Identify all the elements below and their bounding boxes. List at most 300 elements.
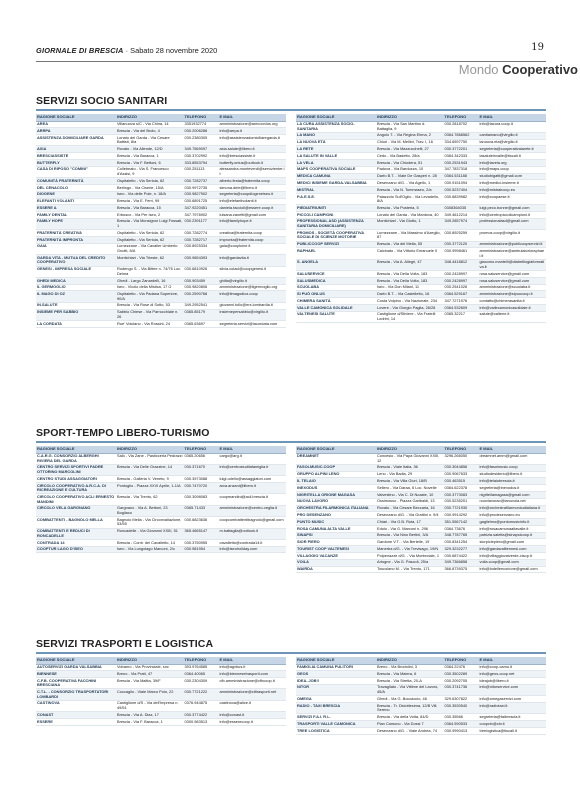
company-phone: 349.7569097 xyxy=(184,146,219,153)
company-email[interactable]: professionalasd@gmail.com xyxy=(479,218,547,229)
company-phone: 030.3098083 xyxy=(184,494,219,505)
table-row xyxy=(296,121,546,132)
company-email[interactable]: giovanni.tollo@ers.lombardia.it xyxy=(219,302,287,309)
directory-table-left xyxy=(36,446,286,553)
table-header-row xyxy=(36,446,286,453)
company-email[interactable]: coopcombattentibagnolo@gmail.com xyxy=(219,517,287,528)
company-phone: 0300.983513 xyxy=(184,718,219,725)
company-email[interactable]: info@ilmagodioz.coop xyxy=(219,291,287,302)
company-email[interactable]: info@villaggiovalverde-cisop.it xyxy=(479,553,547,560)
company-email[interactable]: info@telaiobrescia.it xyxy=(479,478,547,485)
company-phone: 030.3773083 xyxy=(444,492,479,499)
company-name: CIRCOLO VELA GARGNANO xyxy=(36,505,116,516)
table-row xyxy=(36,146,286,153)
company-email[interactable]: luigi.odello@assaggiatori.com xyxy=(219,476,287,483)
company-phone: 030.903459 xyxy=(184,277,219,284)
company-email[interactable]: info@gardavita.it xyxy=(219,255,287,266)
company-address: Castiglione d/S - Via dell'Impresa n. 49/51 xyxy=(116,700,184,711)
company-email[interactable]: info@maps.coop xyxy=(479,166,547,173)
company-phone: 030.3774422 xyxy=(184,712,219,719)
company-email[interactable]: rosa.saluservice@gmail.com xyxy=(479,277,547,284)
header-ragione-sociale: RAGIONE SOCIALE xyxy=(296,446,376,453)
company-phone: 334.6597750 xyxy=(444,139,479,146)
company-email[interactable]: rosa.saluservice@gmail.com xyxy=(479,271,547,278)
company-address: Ghedi - Largo Zanardelli, 16 xyxy=(116,277,184,284)
company-address: Brescia - Viale Italia, 36 xyxy=(376,464,444,471)
table-row xyxy=(36,483,286,494)
company-phone: 030.463515 xyxy=(444,478,479,485)
company-email[interactable]: info@orchestrafilarmonicaitaliana.it xyxy=(479,505,547,512)
company-email[interactable]: amministrazione@centro-veglia.it xyxy=(219,505,287,516)
table-row xyxy=(36,160,286,167)
company-name: IDEA..JOB!! xyxy=(296,678,376,685)
company-phone: 030.3530540 xyxy=(444,703,479,714)
table-row xyxy=(36,191,286,198)
company-email[interactable]: info@elefantivolanti.it xyxy=(219,198,287,205)
company-email[interactable]: salute@valtene.it xyxy=(479,311,547,322)
header-email: E MAIL xyxy=(479,657,547,664)
company-email[interactable]: info@arrpa.it xyxy=(219,128,287,135)
company-email[interactable]: info@lacura.coop.it xyxy=(479,121,547,132)
company-address: Pontoglio - Piazza XXVI Aprile, 1-1/A xyxy=(116,483,184,494)
table-row xyxy=(296,212,546,219)
company-email[interactable]: segreteria@coopdiogeneiseo.it xyxy=(219,191,287,198)
table-row xyxy=(36,243,286,254)
company-email[interactable]: promos.coop@virgilio.it xyxy=(479,230,547,241)
header-indirizzo: INDIRIZZO xyxy=(116,114,184,121)
company-phone: 030.2428997 xyxy=(444,277,479,284)
directory-table-right xyxy=(296,657,546,735)
company-name: GAIA xyxy=(36,243,116,254)
company-email[interactable]: giacomo.mantelli@diabetilogiaformativa.it xyxy=(479,259,545,269)
company-phone: 030.3772120 xyxy=(444,241,479,248)
company-phone: 0364.342333 xyxy=(444,153,479,160)
company-email[interactable]: cargo@arg.it xyxy=(219,453,287,464)
company-address: Cedo - Via Badetto, 28/a xyxy=(376,153,444,160)
company-address: Brescia - Via della Volta, 84/D xyxy=(376,714,444,721)
table-row xyxy=(36,528,286,539)
table-row xyxy=(296,218,546,229)
table-row xyxy=(296,485,546,492)
company-email[interactable]: info@iseoholiday.com xyxy=(219,546,287,553)
company-name: CIRCOLO COOPERATIVO ACLI ERNESTO MANDINI xyxy=(37,494,115,504)
table-row xyxy=(296,193,546,204)
company-phone: 030.2531943 xyxy=(444,160,479,167)
company-address: Sellero - Via Daraa, 6 Loc. Novelle xyxy=(376,485,444,492)
company-email[interactable]: info@centrostudilafamiglia.it xyxy=(219,464,287,475)
company-address: Brescia - Via Rose di Sotto, 53 xyxy=(116,302,184,309)
table-row xyxy=(296,291,546,298)
company-phone: 030.2391177 xyxy=(184,218,219,229)
company-name: LA CURA ASSISTENZA SOCIO-SANITARIA xyxy=(296,121,376,132)
block-title: SERVIZI TRASPORTI E LOGISTICA xyxy=(36,638,546,654)
company-address: Sabbio Chiese - Via Parrocchiale n. 26 xyxy=(116,309,184,320)
table-row xyxy=(36,218,286,229)
company-address: Brescia - Via del Brolo, 4 xyxy=(116,128,184,135)
company-address: Brescia - Via del Mella, 55 xyxy=(376,241,444,248)
company-email[interactable]: alberto.festa@fraternita.coop xyxy=(219,178,287,185)
company-email[interactable]: treelogistica@tiscali.it xyxy=(479,727,547,734)
header-email: E MAIL xyxy=(479,446,547,453)
company-email[interactable]: info@bresciassiste.it xyxy=(219,153,287,160)
company-email[interactable]: segreteria@cooperativalarete.it xyxy=(479,146,547,153)
company-name: FAMILY HOPE xyxy=(36,218,116,229)
company-phone: 030.2380305 xyxy=(184,135,219,146)
table-row xyxy=(296,271,546,278)
company-phone: 030.2590768 xyxy=(184,291,219,302)
company-phone: 030.2092705 xyxy=(444,678,479,685)
section-title-part-2: Cooperativo xyxy=(502,62,578,77)
table-row xyxy=(296,678,546,685)
company-address: Montichiari - Via Giotto, 1 xyxy=(376,218,444,229)
company-phone: 030.2304309 xyxy=(184,678,219,689)
company-email[interactable]: info@rosacamunaaltavalle.it xyxy=(479,525,547,532)
company-name: SALUSERVICE xyxy=(296,271,376,278)
table-row xyxy=(296,284,546,291)
company-name: MEDICA CAMUNA xyxy=(296,173,376,180)
company-email[interactable]: coopmandini@acli.brescia.it xyxy=(219,494,287,505)
company-phone: 366.8739375 xyxy=(444,566,479,573)
company-address: Iseo - Vicolo della Mistica, 17 G xyxy=(116,284,184,291)
table-row xyxy=(36,166,286,177)
company-email[interactable]: amministrazione@sipuocoop.it xyxy=(479,291,547,298)
company-address: Iseo - Via Don Milani, 11 xyxy=(376,284,444,291)
company-email[interactable]: segreteria@faibrescia.it xyxy=(479,714,547,721)
company-phone: 030.9151094 xyxy=(444,180,479,187)
company-name: CENTRO STUDI ASSAGGIATORI xyxy=(36,476,116,483)
table-header-row xyxy=(36,657,286,664)
company-email[interactable]: cantiamano@virgilio.it xyxy=(479,132,547,139)
company-name: MISTRAL xyxy=(296,187,376,194)
company-phone: 030.981954 xyxy=(184,546,219,553)
company-address: Darfo B.T. - Viale De Gasperi n. 28 xyxy=(376,173,444,180)
company-address: Villanuova s/C - Via China, 14 xyxy=(116,121,184,128)
company-address: Brescia - Via Baracca, 1 xyxy=(116,153,184,160)
company-address: Desenzano d/G. - Via Agello, 1 xyxy=(376,180,444,187)
company-address: Brescia - Galleria V. Veneto, 9 xyxy=(116,476,184,483)
company-name: BRESCIASSISTE xyxy=(36,153,116,160)
company-name: NUOVA LAVORO xyxy=(296,498,376,505)
company-phone: 030.251113 xyxy=(184,166,219,177)
company-email[interactable]: nuovlavorao@lanuvola.net xyxy=(479,498,547,505)
company-name: NITOR xyxy=(296,684,376,695)
table-row xyxy=(296,721,546,728)
company-email[interactable]: amministrazione@arecoonlus.org xyxy=(219,121,287,128)
company-address: Brescia - Via Pusterla, 5 xyxy=(376,205,444,212)
company-phone: 030.2428997 xyxy=(444,271,479,278)
company-address: Calcinato - Via Vittorio Emanuele II xyxy=(376,248,444,259)
company-phone: 030.9998461 xyxy=(444,248,479,259)
company-name: LA MANO xyxy=(296,132,376,139)
company-email[interactable]: m.battaglia@outlook.it xyxy=(219,528,287,539)
company-name: LA NUOVA ETÀ xyxy=(296,139,376,146)
company-phone: 030.3702992 xyxy=(184,153,219,160)
company-phone: 0365.71433 xyxy=(184,505,219,516)
company-address: Toscolano M. - Via Trento, 171 xyxy=(376,566,444,573)
company-email[interactable]: voila.coop@gmail.com xyxy=(479,559,547,566)
company-email[interactable]: dreamnet.amm@gmail.com xyxy=(479,453,547,464)
company-email[interactable]: info@lodelleecorione@gmail.com xyxy=(479,566,547,573)
table-row xyxy=(36,494,286,505)
table-row xyxy=(36,678,286,689)
company-address: Brescia - Via Baracca, 15 xyxy=(116,205,184,212)
company-phone: 030.7282774 xyxy=(184,230,219,237)
company-email[interactable]: amministrazione@ambulatorioraphael.it xyxy=(479,247,545,258)
company-phone: 030.3750955 xyxy=(184,539,219,546)
header-ragione-sociale: RAGIONE SOCIALE xyxy=(36,446,116,453)
table-row xyxy=(296,248,546,259)
company-address: Roe' Volciano - Via Rossini, 24 xyxy=(116,321,184,328)
table-header-row xyxy=(296,446,546,453)
table-row xyxy=(296,478,546,485)
table-row xyxy=(36,237,286,244)
company-name: ELEFANTI VOLANTI xyxy=(36,198,116,205)
company-name: SERVIZI F.A.I. R.L. xyxy=(296,714,376,721)
company-email[interactable]: info@familyhope.it xyxy=(219,218,287,229)
company-name: SIOR PIERO xyxy=(296,539,376,546)
company-email[interactable]: lanuova.eta@virgilio.it xyxy=(479,139,547,146)
company-phone: 0365.63697 xyxy=(184,321,219,328)
company-name: VOILA xyxy=(296,559,376,566)
company-address: Desenzano d/G. - Via Grattini n. 9/4 xyxy=(376,512,444,519)
company-address: Ospitaletto - Via Seriola, 62 xyxy=(116,230,184,237)
company-email[interactable]: axia.salute@libero.it xyxy=(219,146,287,153)
company-phone: 030.3772201 xyxy=(444,146,479,153)
company-name: PUNTO MUSIC xyxy=(296,519,376,526)
company-phone: 329.3232277 xyxy=(444,546,479,553)
company-email[interactable]: info@mistralcoop.eu xyxy=(479,187,547,194)
table-row xyxy=(296,259,546,270)
company-phone: 329.6307822 xyxy=(444,696,479,703)
table-row xyxy=(36,135,286,146)
company-email[interactable]: amministrazione@ilgermoglio.org xyxy=(219,284,287,291)
company-email[interactable]: creativa@fraternita.coop xyxy=(219,230,287,237)
table-row xyxy=(36,198,286,205)
table-row xyxy=(296,553,546,560)
company-address: Brescia - Via Maiera, 6 xyxy=(376,671,444,678)
company-email[interactable]: nigritellamagasa@gmail.com xyxy=(479,492,547,499)
company-email[interactable]: info@coopaese.it xyxy=(479,193,547,204)
company-email[interactable]: amministrazione@ctltrasporti.net xyxy=(219,689,287,700)
company-address: Berlingo - Via Ciserle, 15/A xyxy=(116,184,184,191)
company-name: CIRCOLO COOPERATIVO A.R.C.A. DI RICREAZIONE E CULTURA xyxy=(36,483,116,494)
header-ragione-sociale: RAGIONE SOCIALE xyxy=(36,657,116,664)
company-email[interactable]: butterfly.onlus@outlook.it xyxy=(219,160,287,167)
company-name: TOURIST COOP VALTENESI xyxy=(296,546,376,553)
table-row xyxy=(36,689,286,700)
company-email[interactable]: info@gardavalltennesi.com xyxy=(479,546,547,553)
company-email[interactable]: luigi.peco.bonne@gmail.com xyxy=(479,205,547,212)
company-name: PROFESSIONAL ASD (ASSISTENZA SANITARIA DOMICILIARE) xyxy=(296,218,376,229)
company-phone: 030.3502289 xyxy=(444,671,479,678)
company-phone: 0308364035 xyxy=(444,205,479,212)
table-row xyxy=(296,132,546,139)
company-email[interactable]: gaia@coopluine.it xyxy=(219,243,287,254)
company-name: INEXODUS xyxy=(296,485,376,492)
company-name: C.A.R.G. CONSORZIO ALBERGHI RIVIERA DEL GARDA xyxy=(36,453,116,464)
company-name: GENESI - IMPRESA SOCIALE xyxy=(36,266,116,277)
company-email[interactable]: amministrazione@scuolaba.it xyxy=(479,284,547,291)
company-email[interactable]: info@vallecamonicasolidale.it xyxy=(479,305,547,312)
company-address: Lovere - Via Giorgio Paglia, 26/28 xyxy=(376,305,444,312)
table-row xyxy=(36,121,286,128)
company-email[interactable]: ideajob@libero.it xyxy=(479,678,547,685)
table-row xyxy=(36,517,286,528)
company-email[interactable]: daniela.faccioli@essere.coop.it xyxy=(219,205,287,212)
company-address: Brescia - Via Della Volta, 183 xyxy=(376,277,444,284)
company-email[interactable]: info@nitorservice.com xyxy=(479,684,547,695)
company-email[interactable]: contatto@chimerasanita.it xyxy=(479,298,547,305)
company-name: NIGRITELLA ORIONE MAGASA xyxy=(296,492,376,499)
company-email[interactable]: segreteria.servizi@lacordata.com xyxy=(219,321,287,328)
table-row xyxy=(296,671,546,678)
directory-table-left xyxy=(36,657,286,726)
company-email[interactable]: info@conast.it xyxy=(219,712,287,719)
company-phone: 0364.531188 xyxy=(444,173,479,180)
company-phone: 349.2857974 xyxy=(444,218,479,229)
company-address: Erbusco - Via Per Iseo, 2 xyxy=(116,212,184,219)
company-address: Brescia - Via Villa Glori, 18/B xyxy=(376,478,444,485)
company-email[interactable]: patrizia.saletta@sinapsicoop.it xyxy=(479,532,547,539)
company-name: SI PUÒ ONLUS xyxy=(296,291,376,298)
company-name: BUTTERFLY xyxy=(36,160,116,167)
company-phone: 030.9820806 xyxy=(184,284,219,291)
company-email[interactable]: siorpiciepiero@gmail.com xyxy=(479,539,547,546)
company-email[interactable]: info@coop-camu.it xyxy=(479,664,547,671)
company-email[interactable]: castinova@alice.it xyxy=(219,700,287,711)
company-email[interactable]: info@centropiccolicampioni.it xyxy=(479,212,547,219)
table-row xyxy=(36,505,286,516)
company-name: COMBATTENTI - BAGNOLO MELLA xyxy=(36,517,116,528)
company-email[interactable]: info@prodesenzano.eu xyxy=(479,512,547,519)
company-email[interactable]: segreteria@inexodus.it xyxy=(479,485,547,492)
company-phone: 030.7721930 xyxy=(444,505,479,512)
company-address: Brescia - Tr. Diciottesima, 12/B Vill. Sereno xyxy=(376,703,444,714)
company-email[interactable]: studiodesiderio@libero.it xyxy=(479,471,547,478)
company-email[interactable]: simona.dele@libero.it xyxy=(219,184,287,191)
company-email[interactable]: info@biennesetrasporti.com xyxy=(219,671,287,678)
company-address: Lonato del Garda - Via Mantova, 40 xyxy=(376,212,444,219)
section-title xyxy=(459,62,578,77)
table-row xyxy=(296,311,546,322)
company-phone: 0364.73676 xyxy=(444,525,479,532)
table-row xyxy=(296,492,546,499)
table-row xyxy=(36,700,286,711)
company-name: ASSISTENZA DOMICILIARE GARDA xyxy=(36,135,116,146)
company-email[interactable]: cavalletto@contrada14.it xyxy=(219,539,287,546)
company-email[interactable]: ghitla@virgilio.it xyxy=(219,277,287,284)
company-address: Manerba d/G. - Via Trevisago, 19/N xyxy=(376,546,444,553)
header-email: E MAIL xyxy=(219,114,287,121)
company-address: Chiuri - Via M. Mellini, Trav. I, 16 xyxy=(376,139,444,146)
table-row xyxy=(36,718,286,725)
company-address: Iseo - Via delle Pole, n. 18/A xyxy=(116,191,184,198)
company-name: RADIO - TAXI BRESCIA xyxy=(296,703,376,714)
company-email[interactable]: info@agvbus.it xyxy=(219,664,287,671)
company-phone: 351.5567142 xyxy=(444,519,479,526)
company-name: RAPHAEL xyxy=(296,248,376,259)
company-phone: 347.9220451 xyxy=(184,205,219,212)
company-email[interactable]: info@omegaservizi.com xyxy=(479,696,547,703)
company-email[interactable]: info@geos-coop.net xyxy=(479,671,547,678)
company-email[interactable]: info@radiotaxi.it xyxy=(479,703,547,714)
company-address: Polpenazze d/G. - Via Monteciale, 1 xyxy=(376,553,444,560)
company-address: Salò - Via Zane - Pasticceria Pedrazzi xyxy=(116,453,184,464)
table-header-row xyxy=(296,657,546,664)
header-telefono: TELEFONO xyxy=(444,657,479,664)
company-email[interactable]: alessandra.monteverdi@servizienter.it xyxy=(219,166,285,176)
company-email[interactable]: impronta@fraternita.coop xyxy=(219,237,287,244)
company-email[interactable]: info@lavela.org xyxy=(479,160,547,167)
header-indirizzo: INDIRIZZO xyxy=(376,446,444,453)
company-name: CENTRO SERVIZI SPORTIVI PADRE OTTORINO MARCOLINI xyxy=(36,464,116,475)
company-name: ARRPA xyxy=(36,128,116,135)
company-email[interactable]: lasaluteinvalle@tiscali.it xyxy=(479,153,547,160)
company-address: Edolo - Via G. Marconi n. 296 xyxy=(376,525,444,532)
company-phone: 030.7721222 xyxy=(184,689,219,700)
company-email[interactable]: info@esserecoop.it xyxy=(219,718,287,725)
company-name: ESSERE A xyxy=(36,205,116,212)
company-address: Brescia - Via N. Tommaseo, 2/a xyxy=(376,187,444,194)
company-address: Rovato - Via Allende, 12/D xyxy=(116,146,184,153)
company-name: CASA DI RIPOSO "COMINI" xyxy=(36,166,116,177)
table-row xyxy=(36,128,286,135)
page-number: 19 xyxy=(531,42,544,53)
company-phone: 349.4612214 xyxy=(444,212,479,219)
table-row xyxy=(296,180,546,187)
table-row xyxy=(296,505,546,512)
company-email[interactable]: info@fasolmusic.coop xyxy=(479,464,547,471)
company-address: Artogne - Via G. Pascoli, 25/a xyxy=(376,559,444,566)
directory-table-right xyxy=(296,114,546,323)
company-email[interactable]: studiobigatti@gmail.com xyxy=(479,173,547,180)
table-row xyxy=(36,712,286,719)
table-row xyxy=(296,703,546,714)
company-email[interactable]: cfb.amministrazione@cfbcoop.it xyxy=(219,678,287,689)
company-email[interactable]: luisana.zanetti@gmail.com xyxy=(219,212,287,219)
table-row xyxy=(36,153,286,160)
header-indirizzo: INDIRIZZO xyxy=(116,657,184,664)
company-address: Palazzolo Sull'Oglio - Via Levadello, 8/A xyxy=(376,193,444,204)
company-name: PICCOLI CAMPIONI xyxy=(296,212,376,219)
company-name: FAMILY DENTAL xyxy=(36,212,116,219)
company-email[interactable]: amministrazione@publicoopservizi.it xyxy=(479,241,547,248)
company-phone: 333.8553794 xyxy=(184,160,219,167)
company-email[interactable]: info@assistenzadomiciliaregarda.it xyxy=(219,135,287,146)
company-name: LA VELA xyxy=(296,160,376,167)
company-email[interactable]: gaglielmo@puntomusicinfo.it xyxy=(479,519,547,526)
company-address: Lumezzane - Via Cavalier Umberto Gnutti, 8/A xyxy=(116,243,184,254)
company-address: Costa Volpino - Via Nazionale, 234 xyxy=(376,298,444,305)
company-address: Rovato - Via Cesare Beccaria, 16 xyxy=(376,505,444,512)
company-address: Brescia - Via Della Volta, 183 xyxy=(376,271,444,278)
table-row xyxy=(36,476,286,483)
company-email[interactable]: arca.anzani@libero.it xyxy=(219,483,287,494)
company-email[interactable]: info@medici-insieme.it xyxy=(479,180,547,187)
company-address: Padova - Via Bardozza, 10 xyxy=(376,166,444,173)
company-email[interactable]: coopctv@ctv.it xyxy=(479,721,547,728)
company-address: Bagnolo Mella - Via Circonvallazione, 53/55 xyxy=(116,517,184,528)
company-email[interactable]: silvia.colaci@coopgenesi.it xyxy=(219,266,287,277)
table-row xyxy=(36,291,286,302)
company-address: Ospitaletto - Via Padana Superiore, 90/A xyxy=(116,291,184,302)
company-address: Darfo B.T. - Via Castelletto, 16 xyxy=(376,291,444,298)
company-email[interactable]: insiemepersabbio@virgilio.it xyxy=(219,309,287,320)
header-indirizzo: INDIRIZZO xyxy=(376,657,444,664)
company-address: Gardone V.T. - Via Bertelle, 19 xyxy=(376,539,444,546)
company-name: OMEGA xyxy=(296,696,376,703)
company-address: Chiari - Via G.B. Rota, 17 xyxy=(376,519,444,526)
